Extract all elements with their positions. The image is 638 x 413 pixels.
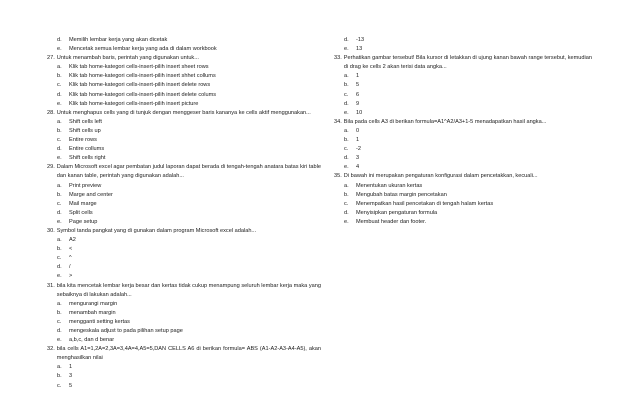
option-text: 1 — [356, 137, 360, 144]
option-text: Menyisipkan pengaturan formula — [356, 209, 438, 216]
option-text: Klik tab home-kategori cells-insert-pilih insert delete colums — [69, 91, 217, 98]
option-letter: b. — [57, 191, 62, 198]
option-text: menambah margin — [69, 309, 116, 316]
answer-option — [47, 372, 321, 381]
question-text-row — [334, 118, 592, 127]
question-text-row — [47, 227, 321, 236]
answer-option — [334, 200, 592, 209]
option-letter: b. — [57, 246, 62, 253]
answer-option — [47, 218, 321, 227]
answer-option — [334, 191, 592, 200]
answer-option — [47, 336, 321, 345]
answer-option — [334, 72, 592, 81]
option-text: 6 — [356, 91, 360, 98]
answer-option — [47, 382, 321, 391]
right-column — [334, 36, 592, 227]
option-text: Entire collums — [69, 146, 105, 153]
option-text: Menempatkan hasil pencetakan di tengah halam kertas — [356, 200, 494, 207]
answer-option — [47, 254, 321, 263]
question-text-row — [47, 54, 321, 63]
option-letter: c. — [344, 146, 349, 153]
answer-option — [334, 163, 592, 172]
answer-option — [334, 127, 592, 136]
question-text: Di bawah ini merupakan pengaturan konfigurasi dalam pencetakkan, kecuali... — [343, 173, 538, 180]
option-letter: a. — [344, 73, 349, 80]
answer-option — [47, 200, 321, 209]
answer-option — [47, 81, 321, 90]
option-letter: e. — [57, 273, 62, 280]
option-text: Mencetak semua lembar kerja yang ada di dalam workbook — [69, 46, 217, 53]
question-text-row — [47, 282, 321, 300]
question-number: 27. — [47, 55, 55, 62]
option-letter: a. — [57, 182, 62, 189]
question-item — [334, 54, 592, 118]
option-letter: d. — [57, 146, 62, 153]
option-letter: d. — [57, 328, 62, 334]
question-number: 30. — [47, 227, 55, 234]
answer-option — [334, 145, 592, 154]
option-text: Shift cells right — [69, 155, 106, 162]
question-number: 35. — [334, 173, 342, 180]
question-text: bila kita mencetak lembar kerja besar dan kertas tidak cukup menampung seluruh lembar kerja maka yang sebaiknya di lakukan adalah... — [56, 282, 321, 298]
answer-option — [47, 91, 321, 100]
question-item — [47, 36, 321, 54]
question-text: Bila pada cells A3 di berikan formula=A1^A2/A3+1-5 menadapatkan hasil angka... — [343, 118, 547, 125]
answer-option — [334, 209, 592, 218]
question-text-row — [334, 172, 592, 181]
answer-option — [47, 72, 321, 81]
option-text: 9 — [356, 100, 360, 107]
option-text: Shift cells up — [69, 127, 101, 134]
answer-option — [334, 100, 592, 109]
answer-option — [334, 36, 592, 45]
question-number: 33. — [334, 55, 342, 62]
answer-option — [47, 136, 321, 145]
option-letter: c. — [344, 91, 349, 98]
option-text: Membuat header dan footer. — [356, 218, 427, 225]
option-text: < — [69, 246, 73, 253]
option-letter: d. — [344, 209, 349, 216]
question-item — [334, 172, 592, 227]
option-letter: e. — [57, 337, 62, 344]
answer-option — [47, 45, 321, 54]
option-letter: d. — [57, 91, 62, 98]
question-item — [47, 282, 321, 346]
option-letter: b. — [344, 191, 349, 198]
option-text: 3 — [356, 155, 360, 162]
option-text: 10 — [356, 109, 363, 116]
answer-option — [47, 209, 321, 218]
option-text: Mengubah batas margin pencetakan — [356, 191, 447, 198]
answer-option — [47, 127, 321, 136]
option-letter: b. — [57, 73, 62, 80]
question-item — [47, 227, 321, 282]
answer-option — [334, 91, 592, 100]
answer-option — [334, 109, 592, 118]
option-text: 4 — [356, 164, 360, 171]
answer-option — [334, 81, 592, 90]
option-letter: a. — [57, 64, 62, 71]
answer-option — [47, 327, 321, 336]
question-number: 34. — [334, 118, 342, 125]
option-letter: d. — [57, 209, 62, 216]
option-letter: c. — [57, 137, 62, 144]
answer-option — [334, 154, 592, 163]
question-number: 31. — [47, 282, 55, 289]
option-text: 13 — [356, 46, 363, 53]
option-text: Klik tab home-kategori cells-insert-pilih insert sheet rows — [69, 64, 209, 71]
option-letter: b. — [344, 137, 349, 144]
question-item — [47, 345, 321, 390]
option-text: Print preview — [69, 182, 102, 189]
option-letter: a. — [344, 127, 349, 134]
question-number: 29. — [47, 164, 55, 171]
option-text: 1 — [356, 73, 360, 80]
question-text: Perhatikan gambar tersebut! Bila kursor di letakkan di ujung kanan bawah range tersebut, kemudian di drag ke cells 2 akan terisi data angka... — [343, 55, 592, 71]
option-text: Entire rows — [69, 137, 97, 144]
answer-option — [334, 182, 592, 191]
option-letter: c. — [57, 200, 62, 207]
answer-option — [334, 136, 592, 145]
answer-option — [47, 300, 321, 309]
option-letter: a. — [57, 237, 62, 244]
option-text: -2 — [356, 146, 361, 153]
left-column — [47, 36, 321, 391]
answer-option — [47, 36, 321, 45]
answer-option — [47, 363, 321, 372]
option-letter: b. — [57, 309, 62, 316]
option-text: 3 — [69, 373, 73, 380]
answer-option — [47, 118, 321, 127]
option-text: Klik tab home-kategori cells-insert-pilih insert shhet collums — [69, 73, 216, 80]
option-letter: b. — [57, 373, 62, 380]
option-letter: a. — [57, 300, 62, 307]
option-letter: b. — [344, 82, 349, 89]
option-letter: c. — [344, 200, 349, 207]
option-text: Menentukan ukuran kertas — [356, 182, 423, 189]
option-text: / — [69, 264, 71, 271]
answer-option — [47, 145, 321, 154]
option-letter: e. — [57, 218, 62, 225]
question-text: Untuk menghapus cells yang di tunjuk dengan menggeser baris kananya ke cells aktif menggunakan... — [56, 109, 311, 116]
option-letter: e. — [344, 109, 349, 116]
question-item — [47, 109, 321, 164]
option-text: > — [69, 273, 73, 280]
option-letter: c. — [57, 82, 62, 89]
option-text: ^ — [69, 255, 72, 262]
option-letter: e. — [344, 218, 349, 225]
answer-option — [47, 309, 321, 318]
option-text: Page setup — [69, 218, 98, 225]
question-item — [47, 163, 321, 227]
option-letter: e. — [344, 46, 349, 53]
option-letter: d. — [57, 37, 62, 43]
question-text: bila cells A1=1,2A=2,3A=3,4A=4,A5=5,DAN CELLS A6 di berikan formula= ABS (A1-A2-A3-A4-A5), akan menghasilkan nilai — [56, 346, 321, 362]
option-letter: a. — [57, 364, 62, 371]
option-text: Mail marge — [69, 200, 97, 207]
answer-option — [47, 318, 321, 327]
option-text: Shift cells left — [69, 118, 102, 125]
option-text: mengganti setting kertas — [69, 318, 130, 325]
option-text: 5 — [69, 382, 73, 389]
answer-option — [47, 100, 321, 109]
option-letter: d. — [344, 155, 349, 162]
option-letter: d. — [344, 100, 349, 107]
option-text: 1 — [69, 364, 73, 371]
answer-option — [47, 154, 321, 163]
option-text: A2 — [69, 237, 76, 244]
question-item — [334, 36, 592, 54]
answer-option — [47, 272, 321, 281]
question-text: Dalam Microsoft excel agar pembatan judul laporan dapat berada di tengah-tengah anatara batas kiri table dan kanan table, perintah yang digunakan adalah... — [56, 164, 321, 180]
answer-option — [47, 182, 321, 191]
option-letter: e. — [57, 100, 62, 107]
answer-option — [47, 245, 321, 254]
option-text: Klik tab home-kategori cells-insert-pilih insert delete rows — [69, 82, 211, 89]
option-letter: d. — [344, 37, 349, 43]
question-text-row — [334, 54, 592, 72]
question-item — [47, 54, 321, 109]
option-text: 0 — [356, 127, 360, 134]
answer-option — [47, 236, 321, 245]
option-letter: c. — [57, 382, 62, 389]
answer-option — [47, 63, 321, 72]
option-text: Klik tab home-kategori cells-insert-pilih insert picture — [69, 100, 199, 107]
option-letter: c. — [57, 255, 62, 262]
question-text-row — [47, 163, 321, 181]
answer-option — [334, 218, 592, 227]
question-text: Untuk menambah baris, perintah yang digunakan untuk... — [56, 55, 199, 62]
option-text: 5 — [356, 82, 360, 89]
option-text: mengurangi margin — [69, 300, 118, 307]
option-letter: e. — [57, 155, 62, 162]
question-item — [334, 118, 592, 173]
option-letter: a. — [344, 182, 349, 189]
option-letter: c. — [57, 318, 62, 325]
option-letter: a. — [57, 118, 62, 125]
question-number: 28. — [47, 109, 55, 116]
question-number: 32. — [47, 346, 55, 353]
option-letter: b. — [57, 127, 62, 134]
option-text: Memilih lembar kerja yang akan dicetak — [69, 37, 168, 43]
question-text-row — [47, 345, 321, 363]
answer-option — [47, 191, 321, 200]
answer-option — [334, 45, 592, 54]
answer-option — [47, 263, 321, 272]
option-text: Marge and center — [69, 191, 113, 198]
option-text: a,b,c, dan d benar — [69, 337, 115, 344]
question-text: Symbol tanda pangkat yang di gunakan dalam program Microsoft excel adalah... — [56, 227, 257, 234]
option-letter: e. — [344, 164, 349, 171]
option-letter: e. — [57, 46, 62, 53]
option-letter: d. — [57, 264, 62, 271]
option-text: mengeskala adjust to pada pilihan setup page — [69, 328, 183, 334]
option-text: Split cells — [69, 209, 93, 216]
option-text: -13 — [356, 37, 365, 43]
question-text-row — [47, 109, 321, 118]
